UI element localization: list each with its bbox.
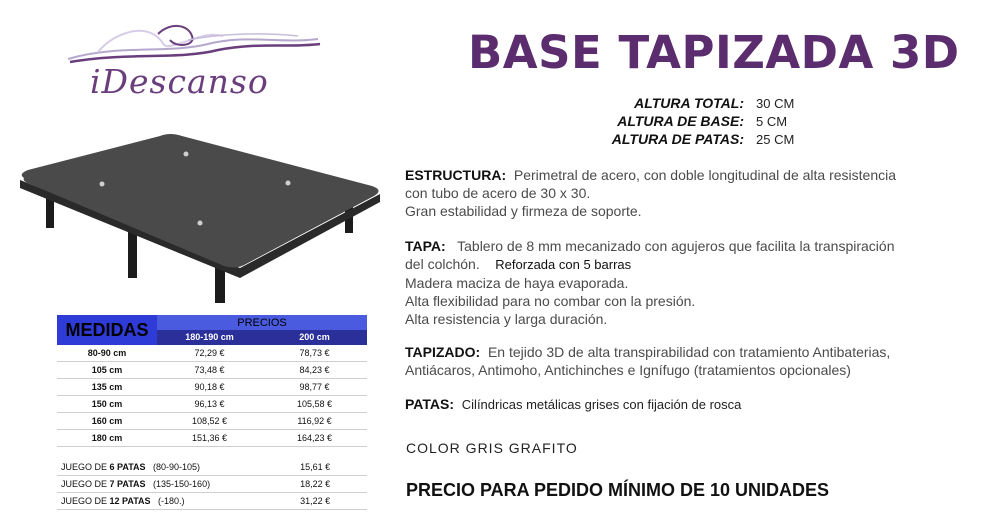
table-row [57,345,367,362]
price-cell: 78,73 € [299,348,330,358]
size-cell: 160 cm [91,416,123,426]
patas-section [405,395,741,414]
price-columns-header [157,330,367,345]
juego-patas: 7 PATAS [109,479,146,489]
tapa-line5: Alta resistencia y larga duración. [405,311,608,327]
price-cell: 164,23 € [296,433,333,443]
height-label: ALTURA DE PATAS: [611,131,744,147]
juego-row [57,459,367,476]
height-label: ALTURA TOTAL: [634,95,744,111]
patas-text: Cilíndricas metálicas grises con fijación de rosca [461,397,742,412]
logo-text: iDescanso [90,62,269,101]
price-table-header [57,315,367,345]
price-cell: 105,58 € [296,399,333,409]
table-row [57,430,367,447]
juego-price: 18,22 € [300,479,331,489]
juego-price: 15,61 € [300,462,331,472]
price-cell: 84,23 € [299,365,330,375]
tapa-line1: Tablero de 8 mm mecanizado con agujeros que facilita la transpiración [457,238,895,254]
patas-label: PATAS: [405,396,454,412]
price-cell: 72,29 € [194,348,225,358]
size-cell: 180 cm [91,433,123,443]
price-cell: 116,92 € [297,416,332,426]
tapa-label: TAPA: [405,238,446,254]
medidas-header: MEDIDAS [57,315,157,345]
tapa-line2b: Reforzada con 5 barras [495,257,632,272]
height-value: 5 CM [756,113,788,129]
tapizado-label: TAPIZADO: [405,344,481,360]
size-cell: 105 cm [91,365,123,375]
tapa-line2a: del colchón. [405,256,480,272]
estructura-line1: Perimetral de acero, con doble longitudinal de alta resistencia [513,167,897,183]
price-cell: 98,77 € [299,382,330,392]
precios-header: PRECIOS [157,315,367,330]
table-row [57,413,367,430]
tapizado-section [405,343,890,379]
table-row [57,362,367,379]
price-cell: 73,48 € [194,365,225,375]
estructura-line3: Gran estabilidad y firmeza de soporte. [405,203,642,219]
juego-row [57,493,367,510]
tapa-line4: Alta flexibilidad para no combar con la presión. [405,293,696,309]
height-base [560,112,794,130]
tapa-line3: Madera maciza de haya evaporada. [405,275,629,291]
price-cell: 96,13 € [194,399,225,409]
juegos-block [57,459,367,510]
height-patas [560,130,794,148]
table-row [57,379,367,396]
estructura-label: ESTRUCTURA: [405,167,507,183]
height-label: ALTURA DE BASE: [617,113,744,129]
height-value: 30 CM [756,95,795,111]
tapizado-line1: En tejido 3D de alta transpirabilidad con tratamiento Antibaterias, [487,344,891,360]
juego-sizes: (-180.) [150,496,185,506]
size-cell: 135 cm [91,382,123,392]
juego-sizes: (80-90-105) [145,462,201,472]
juego-sizes: (135-150-160) [145,479,211,489]
color-note: COLOR GRIS GRAFITO [406,440,578,456]
price-cell: 151,36 € [191,433,228,443]
juego-patas: 12 PATAS [109,496,151,506]
product-image [10,128,390,308]
estructura-section [405,166,896,220]
juego-price: 31,22 € [300,496,331,506]
table-row [57,396,367,413]
heights-list [560,94,794,148]
page-title: BASE TAPIZADA 3D [468,26,960,79]
tapizado-line2: Antiácaros, Antimoho, Antichinches e Ignífugo (tratamientos opcionales) [405,362,851,378]
price-cell: 90,18 € [194,382,225,392]
juego-pre: JUEGO DE [61,479,110,489]
price-cell: 108,52 € [191,416,228,426]
tapa-section [405,237,894,328]
juego-row [57,476,367,493]
juego-patas: 6 PATAS [109,462,146,472]
juego-pre: JUEGO DE [61,496,110,506]
col-180-190-header: 180-190 cm [185,332,234,342]
height-total [560,94,794,112]
price-table [57,315,367,510]
size-cell: 80-90 cm [87,348,127,358]
size-cell: 150 cm [91,399,123,409]
col-200-header: 200 cm [299,332,330,342]
juego-pre: JUEGO DE [61,462,110,472]
minimum-order-note: PRECIO PARA PEDIDO MÍNIMO DE 10 UNIDADES [406,480,830,500]
estructura-line2: con tubo de acero de 30 x 30. [405,185,591,201]
height-value: 25 CM [756,131,795,147]
